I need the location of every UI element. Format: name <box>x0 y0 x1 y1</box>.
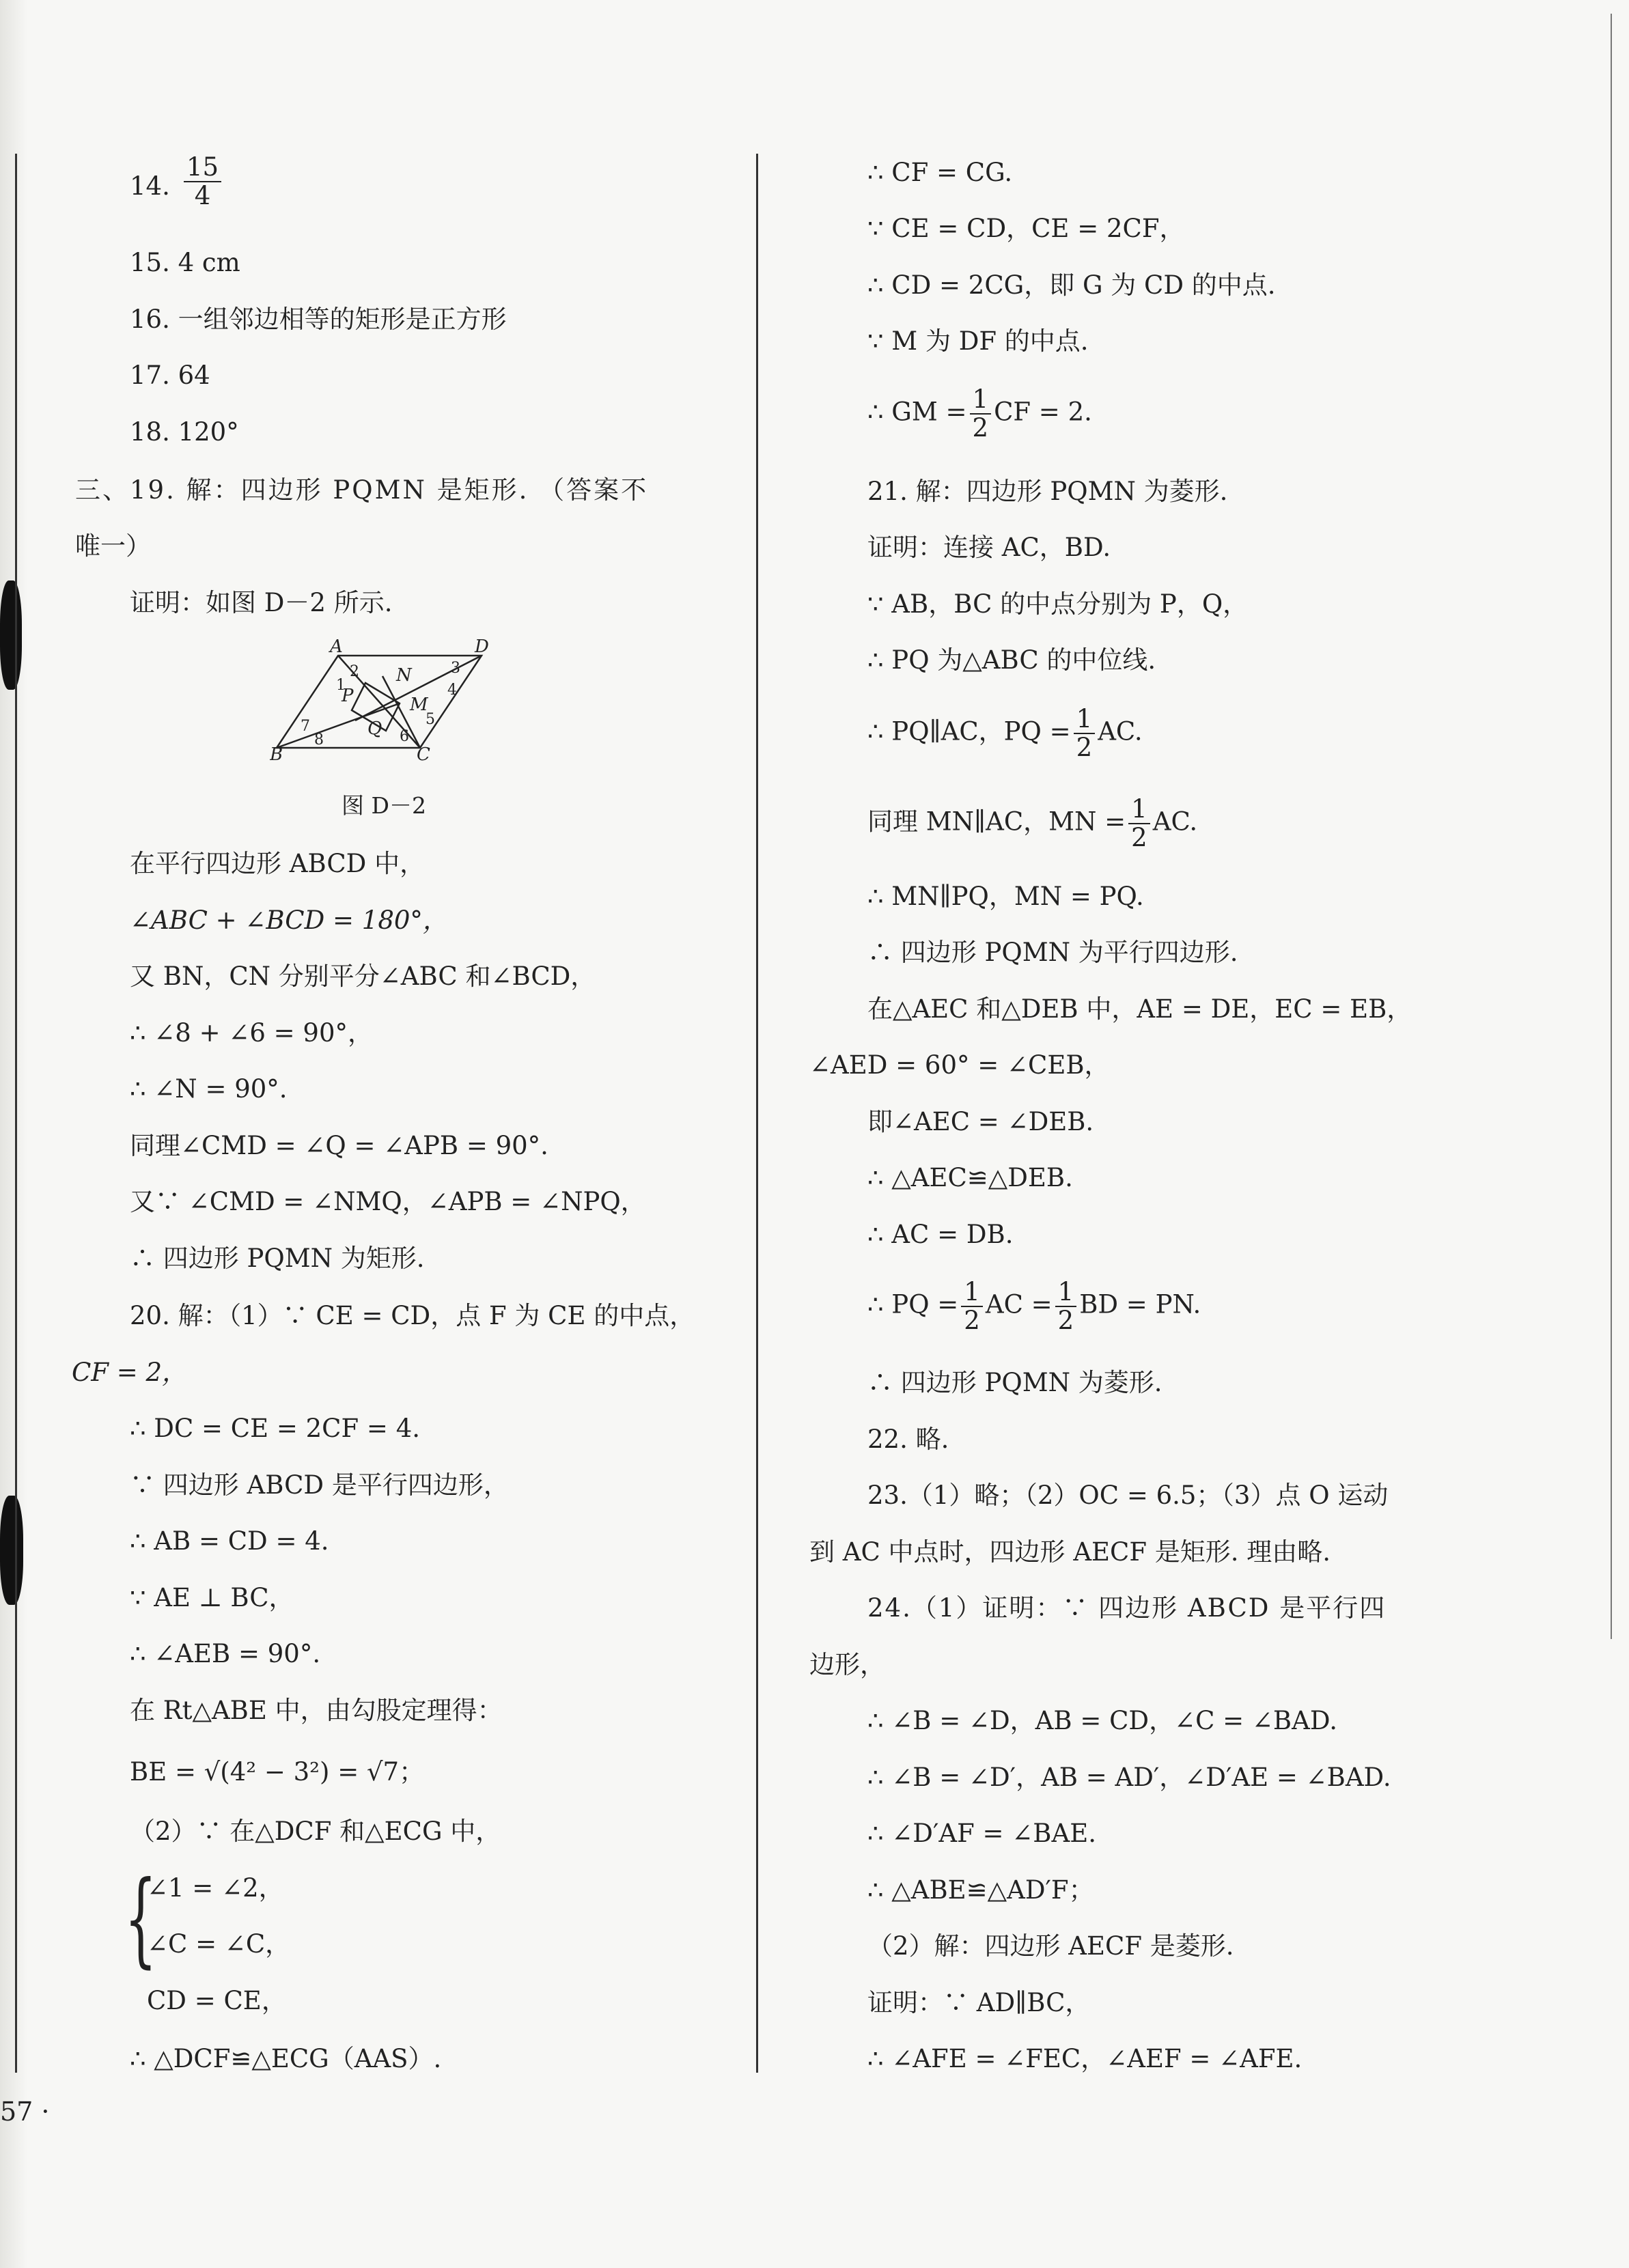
answer-24-line1: 24.（1）证明：∵ 四边形 ABCD 是平行四 <box>867 1593 1387 1623</box>
r-line-11-lead: 同理 MN∥AC，MN = <box>867 807 1126 837</box>
proof-20-line-8: （2）∵ 在△DCF 和△ECG 中， <box>130 1817 501 1846</box>
q14-denominator: 4 <box>194 181 211 210</box>
column-divider <box>756 154 758 2073</box>
proof-20-line-6: 在 Rt△ABE 中，由勾股定理得： <box>130 1696 503 1725</box>
r-line-19-num2: 1 <box>1055 1278 1077 1307</box>
r-line-5 <box>867 386 1092 442</box>
proof-20-line-3: ∴ AB = CD = 4. <box>130 1526 329 1556</box>
answer-23-line2: 到 AC 中点时，四边形 AECF 是矩形. 理由略. <box>809 1537 1331 1567</box>
proof-19-line-8: ∴ 四边形 PQMN 为矩形. <box>130 1244 425 1273</box>
proof-19-line-1: 在平行四边形 ABCD 中， <box>130 849 426 878</box>
r-line-19 <box>867 1278 1201 1334</box>
proof-20-line-2: ∵ 四边形 ABCD 是平行四边形， <box>130 1470 509 1500</box>
r-line-20: ∴ 四边形 PQMN 为菱形. <box>867 1368 1162 1397</box>
r-line-32: ∴ ∠AFE = ∠FEC，∠AEF = ∠AFE. <box>867 2044 1303 2073</box>
proof-20-line-5: ∴ ∠AEB = 90°. <box>130 1639 321 1668</box>
q14-fraction <box>181 154 224 210</box>
page-bleed <box>0 0 27 2268</box>
r-line-26: ∴ ∠B = ∠D，AB = CD，∠C = ∠BAD. <box>867 1706 1337 1735</box>
r-line-19-tail: BD = PN. <box>1079 1289 1201 1319</box>
figure-d2 <box>270 639 502 761</box>
r-line-17: ∴ △AEC≌△DEB. <box>867 1163 1073 1192</box>
r-line-19-num1: 1 <box>961 1278 983 1307</box>
r-line-30: （2）解：四边形 AECF 是菱形. <box>867 1931 1234 1961</box>
scan-mark-top <box>0 580 22 690</box>
r-line-19-den2: 2 <box>1057 1306 1074 1335</box>
r-line-5-num: 1 <box>970 386 992 415</box>
r-line-14: 在△AEC 和△DEB 中，AE = DE，EC = EB， <box>867 994 1412 1024</box>
r-line-10-lead: ∴ PQ∥AC，PQ = <box>867 716 1071 746</box>
r-line-11-num: 1 <box>1128 796 1150 824</box>
proof-20-line-1: ∴ DC = CE = 2CF = 4. <box>130 1414 420 1443</box>
fig-label-p: P <box>342 686 354 706</box>
proof-19-line-5: ∴ ∠N = 90°. <box>130 1074 288 1104</box>
r-line-31: 证明：∵ AD∥BC， <box>867 1988 1091 2017</box>
r-line-19-mid: AC = <box>985 1289 1053 1319</box>
fig-angle-6: 6 <box>400 728 409 745</box>
r-line-18: ∴ AC = DB. <box>867 1220 1014 1249</box>
page-number: 57 · <box>0 2097 50 2127</box>
r-line-28: ∴ ∠D′AF = ∠BAE. <box>867 1819 1096 1848</box>
r-line-13: ∴ 四边形 PQMN 为平行四边形. <box>867 938 1238 967</box>
answer-15: 15. 4 cm <box>130 248 240 277</box>
r-line-2: ∵ CE = CD，CE = 2CF， <box>867 214 1185 243</box>
r-line-4: ∵ M 为 DF 的中点. <box>867 326 1089 356</box>
answer-23-line1: 23.（1）略；（2）OC = 6.5；（3）点 O 运动 <box>867 1481 1389 1510</box>
r-line-10-num: 1 <box>1074 705 1096 734</box>
proof-19-line-6: 同理∠CMD = ∠Q = ∠APB = 90°. <box>130 1131 548 1160</box>
r-line-8: ∵ AB，BC 的中点分别为 P，Q， <box>867 589 1249 619</box>
answer-20-line2: CF = 2， <box>72 1358 188 1387</box>
answer-19-line2: 唯一） <box>75 531 151 561</box>
r-line-9: ∴ PQ 为△ABC 的中位线. <box>867 645 1156 675</box>
r-line-16: 即∠AEC = ∠DEB. <box>867 1107 1094 1136</box>
fig-label-b: B <box>270 744 283 761</box>
right-edge-line <box>1611 14 1612 1639</box>
r-line-11-den: 2 <box>1131 823 1147 852</box>
figure-caption: 图 D－2 <box>342 792 426 819</box>
r-line-10 <box>867 705 1143 761</box>
proof-19-line-3: 又 BN，CN 分别平分∠ABC 和∠BCD， <box>130 962 596 991</box>
proof-20-line-7: BE = √(4² − 3²) = √7； <box>130 1757 425 1787</box>
answer-22: 22. 略. <box>867 1425 949 1454</box>
fig-angle-7: 7 <box>301 718 310 735</box>
system-brace: { <box>124 1860 157 1978</box>
system-line-3: CD = CE， <box>147 1986 287 2015</box>
r-line-10-tail: AC. <box>1098 716 1143 746</box>
r-line-3: ∴ CD = 2CG，即 G 为 CD 的中点. <box>867 270 1276 300</box>
proof-19-line-7: 又∵ ∠CMD = ∠NMQ，∠APB = ∠NPQ， <box>130 1187 646 1216</box>
r-line-29: ∴ △ABE≌△AD′F； <box>867 1875 1094 1905</box>
r-line-1: ∴ CF = CG. <box>867 158 1013 187</box>
fig-label-n: N <box>396 665 412 686</box>
fig-angle-4: 4 <box>447 682 457 699</box>
r-line-5-lead: ∴ GM = <box>867 397 967 427</box>
r-line-27: ∴ ∠B = ∠D′，AB = AD′，∠D′AE = ∠BAD. <box>867 1763 1391 1792</box>
proof-20-line-4: ∵ AE ⊥ BC， <box>130 1583 294 1612</box>
answer-24-line2: 边形， <box>809 1650 885 1679</box>
q14-numerator: 15 <box>184 154 221 182</box>
r-line-11 <box>867 796 1197 852</box>
system-line-2: ∠C = ∠C， <box>147 1929 291 1959</box>
r-line-12: ∴ MN∥PQ，MN = PQ. <box>867 882 1144 911</box>
fig-angle-8: 8 <box>314 731 324 748</box>
answer-17: 17. 64 <box>130 361 210 390</box>
r-line-5-den: 2 <box>972 413 989 443</box>
proof-19-line-2: ∠ABC + ∠BCD = 180°， <box>130 906 448 935</box>
answer-19-proof-intro: 证明：如图 D－2 所示. <box>130 588 393 617</box>
answer-16: 16. 一组邻边相等的矩形是正方形 <box>130 305 507 334</box>
fig-angle-2: 2 <box>350 663 359 680</box>
left-margin-line <box>15 154 17 2073</box>
r-line-19-den1: 2 <box>964 1306 980 1335</box>
answer-20-line1: 20. 解：（1）∵ CE = CD，点 F 为 CE 的中点， <box>130 1301 695 1330</box>
answer-21: 21. 解：四边形 PQMN 为菱形. <box>867 477 1228 506</box>
fig-angle-5: 5 <box>426 711 435 728</box>
r-line-19-lead: ∴ PQ = <box>867 1289 959 1319</box>
r-line-5-tail: CF = 2. <box>994 397 1092 427</box>
fig-label-m: M <box>410 695 428 715</box>
r-line-10-den: 2 <box>1076 733 1093 762</box>
answer-19-line1: 三、19. 解：四边形 PQMN 是矩形. （答案不 <box>75 475 649 505</box>
answer-18: 18. 120° <box>130 417 239 447</box>
fig-angle-3: 3 <box>451 660 460 677</box>
fig-label-d: D <box>475 639 489 657</box>
r-line-15: ∠AED = 60° = ∠CEB， <box>809 1050 1110 1080</box>
r-line-7: 证明：连接 AC，BD. <box>867 533 1111 562</box>
fig-label-a: A <box>330 639 343 657</box>
fig-angle-1: 1 <box>336 677 346 694</box>
proof-20-conclusion: ∴ △DCF≌△ECG（AAS）. <box>130 2044 442 2073</box>
fig-label-c: C <box>417 744 430 761</box>
proof-19-line-4: ∴ ∠8 + ∠6 = 90°， <box>130 1018 374 1048</box>
scan-mark-bottom <box>0 1496 23 1605</box>
system-line-1: ∠1 = ∠2， <box>147 1873 284 1903</box>
r-line-11-tail: AC. <box>1152 807 1198 837</box>
fig-label-q: Q <box>367 718 382 739</box>
q14-label: 14. <box>130 171 170 201</box>
